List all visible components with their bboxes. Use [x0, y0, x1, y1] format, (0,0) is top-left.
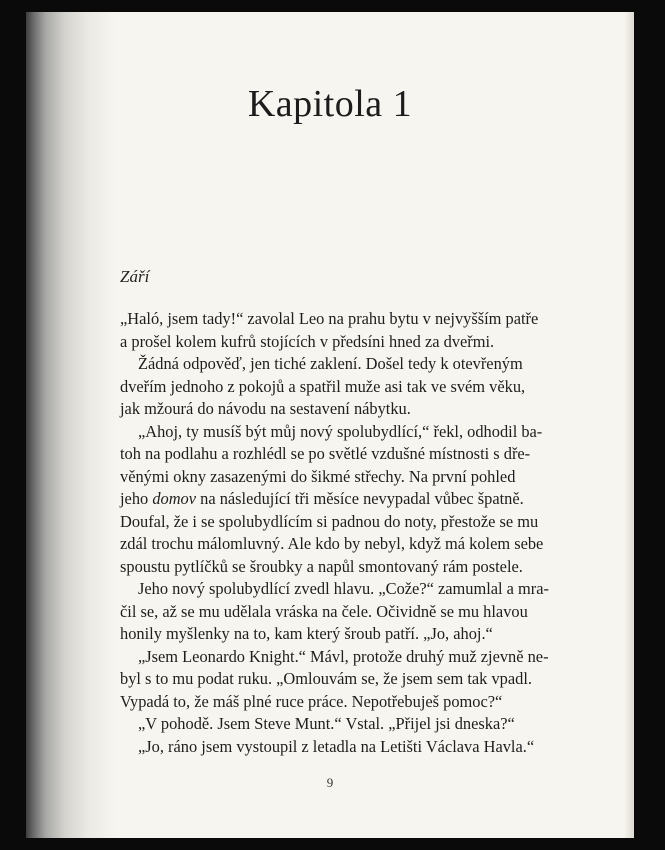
page-number: 9 [326, 775, 334, 790]
text-line: jak mžourá do návodu na sestavení nábytku. [120, 399, 411, 418]
text-line: spoustu pytlíčků se šroubky a napůl smontovaný rám postele. [120, 556, 523, 576]
paragraph [120, 713, 560, 736]
text-line: jeho domov na následující tři měsíce nevypadal vůbec špatně. [120, 489, 524, 508]
text-line: dveřím jednoho z pokojů a spatřil muže asi tak ve svém věku, [120, 376, 526, 396]
text-line: Žádná odpověď, jen tiché zaklení. Došel tedy k otevřeným [138, 354, 523, 373]
paragraph [120, 421, 560, 579]
paragraph [120, 308, 560, 353]
text-line: „Jsem Leonardo Knight.“ Mávl, protože druhý muž zjevně ne- [138, 646, 549, 666]
paragraph [120, 736, 560, 759]
page-edge-shadow [624, 12, 634, 838]
paragraph [120, 578, 560, 646]
text-line: „V pohodě. Jsem Steve Munt.“ Vstal. „Přijel jsi dneska?“ [138, 714, 515, 733]
body-text [120, 308, 560, 758]
text-line: „Haló, jsem tady!“ zavolal Leo na prahu bytu v nejvyšším patře [120, 309, 539, 328]
text-line: „Jo, ráno jsem vystoupil z letadla na Letišti Václava Havla.“ [138, 736, 535, 756]
text-line: byl s to mu podat ruku. „Omlouvám se, že jsem sem tak vpadl. [120, 669, 532, 688]
text-line: a prošel kolem kufrů stojících v předsíni hned za dveřmi. [120, 331, 495, 351]
text-line: Jeho nový spolubydlící zvedl hlavu. „Cože?“ zamumlal a mra- [138, 579, 549, 598]
page-gutter-shadow [26, 12, 116, 838]
text-line: zdál trochu málomluvný. Ale kdo by nebyl, když má kolem sebe [120, 534, 544, 553]
paragraph [120, 646, 560, 714]
emphasis: domov [152, 489, 197, 508]
chapter-title: Kapitola 1 [247, 83, 413, 125]
paragraph [120, 353, 560, 421]
text-line: „Ahoj, ty musíš být můj nový spolubydlící,“ řekl, odhodil ba- [138, 421, 543, 441]
text-line: toh na podlahu a rozhlédl se po světlé vzdušné místnosti s dře- [120, 444, 531, 463]
text-line: Doufal, že i se spolubydlícím si padnou do noty, přestože se mu [120, 511, 539, 531]
section-heading: Září [120, 267, 150, 286]
text-line: honily myšlenky na to, kam který šroub patří. „Jo, ahoj.“ [120, 624, 493, 643]
text-line: věnými okny zasazenými do šikmé střechy. Na první pohled [120, 466, 516, 486]
book-page [26, 12, 634, 838]
text-line: čil se, až se mu udělala vráska na čele. Očividně se mu hlavou [120, 601, 528, 621]
text-line: Vypadá to, že máš plné ruce práce. Nepotřebuješ pomoc?“ [120, 691, 503, 711]
